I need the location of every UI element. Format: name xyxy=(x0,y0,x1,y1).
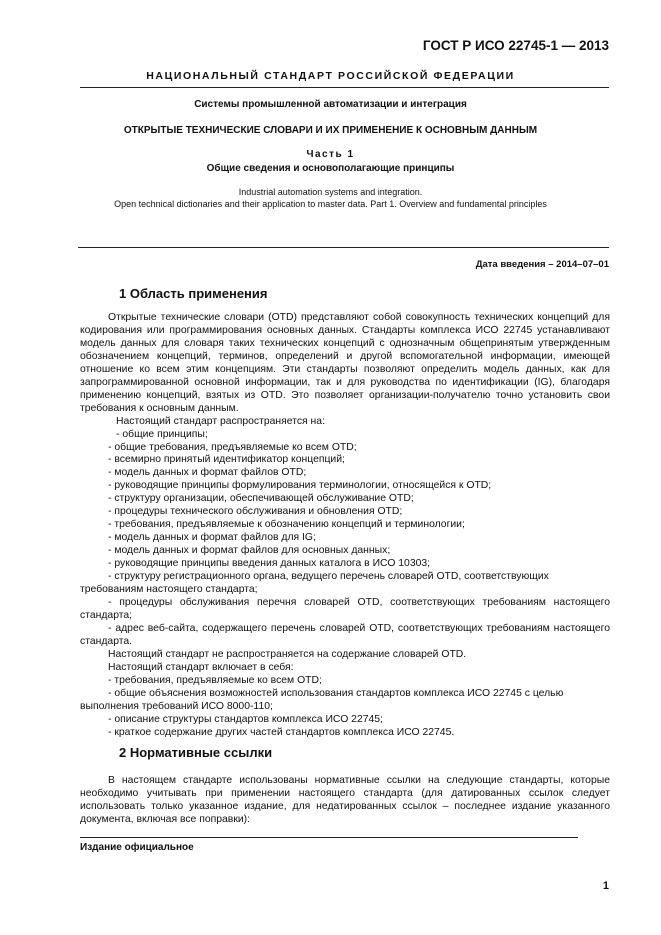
includes-item: - общие объяснения возможностей использования стандартов комплекса ИСО 22745 с целью выполнения требований ИСО 8000-110; xyxy=(80,687,564,712)
document-subtitle: Системы промышленной автоматизации и интеграция xyxy=(194,99,467,110)
includes-intro: Настоящий стандарт включает в себя: xyxy=(108,661,294,673)
scope-item: - руководящие принципы введения данных каталога в ИСО 10303; xyxy=(108,558,431,570)
document-main-title: ОТКРЫТЫЕ ТЕХНИЧЕСКИЕ СЛОВАРИ И ИХ ПРИМЕНЕНИЕ К ОСНОВНЫМ ДАННЫМ xyxy=(123,125,538,136)
header-divider xyxy=(80,87,609,88)
english-title-line-1: Industrial automation systems and integration. xyxy=(238,187,423,197)
scope-item: - требования, предъявляемые к обозначению концепций и терминологии; xyxy=(108,519,465,531)
title-divider xyxy=(78,247,609,248)
not-applies-statement: Настоящий стандарт не распространяется на содержание словарей OTD. xyxy=(108,648,467,660)
page-number: 1 xyxy=(602,880,609,892)
scope-item: - процедуры обслуживания перечня словарей OTD, соответствующих требованиям настоящего стандарта; xyxy=(80,596,610,621)
scope-item: - модель данных и формат файлов для основных данных; xyxy=(108,545,391,557)
scope-item: - модель данных и формат файлов OTD; xyxy=(108,467,307,479)
document-id: ГОСТ Р ИСО 22745-1 — 2013 xyxy=(422,38,609,53)
scope-item: - структуру регистрационного органа, ведущего перечень словарей OTD, соответствующих требованиям настоящего стандарта; xyxy=(80,571,549,596)
includes-item: - описание структуры стандартов комплекса ИСО 22745; xyxy=(108,713,383,725)
part-label: Часть 1 xyxy=(306,149,355,160)
scope-item: - модель данных и формат файлов для IG; xyxy=(108,532,316,544)
section-1-body xyxy=(80,312,610,739)
scope-item: - адрес веб-сайта, содержащего перечень словарей OTD, соответствующих требованиям настоящего стандарта. xyxy=(80,622,610,647)
section-2-heading: 2 Нормативные ссылки xyxy=(119,745,273,760)
scope-item: - всемирно принятый идентификатор концепций; xyxy=(108,454,345,466)
section-2-paragraph: В настоящем стандарте использованы нормативные ссылки на следующие стандарты, которые необходимо учитывать при применении настоящего стандарта (для датированных ссылок следует использовать только указанное издание, для недатированных ссылок – последнее издание указанного документа, включая все поправки): xyxy=(80,775,610,825)
part-title: Общие сведения и основополагающие принципы xyxy=(206,163,455,174)
scope-item: - общие требования, предъявляемые ко всем OTD; xyxy=(108,441,357,453)
section-2-body xyxy=(80,775,610,827)
scope-item: - процедуры технического обслуживания и обновления OTD; xyxy=(108,506,403,518)
official-edition-label: Издание официальное xyxy=(80,842,194,853)
section-1-paragraph: Открытые технические словари (OTD) представляют собой совокупность технических концепций для кодирования или программирования основных данных. Стандарты комплекса ИСО 22745 устанавливают модель данных для словаря таких технических концепций с однозначным общепринятым утвержденным обозначением концепций, терминов, определений и другой вспомогательной информации, имеющей отношение ко всем этим концепциям. Эти стандарты позволяют определить модель данных, как для запрограммированной основной информации, так и для руководства по идентификации (IG), благодаря применению концепций, взятых из OTD. Это позволяет организации-получателю точно установить свои требования к основным данным. xyxy=(80,312,610,414)
english-title-line-2: Open technical dictionaries and their application to master data. Part 1. Overview and fundamental principles xyxy=(114,199,547,209)
scope-item: - структуру организации, обеспечивающей обслуживание OTD; xyxy=(108,493,414,505)
introduction-date: Дата введения – 2014–07–01 xyxy=(475,259,609,270)
section-1-heading: 1 Область применения xyxy=(119,286,268,301)
includes-item: - краткое содержание других частей стандартов комплекса ИСО 22745. xyxy=(108,726,455,738)
footer-divider xyxy=(80,837,578,838)
scope-intro: Настоящий стандарт распространяется на: xyxy=(116,415,325,427)
scope-item: - общие принципы; xyxy=(116,428,208,440)
includes-item: - требования, предъявляемые ко всем OTD; xyxy=(108,674,322,686)
standard-title: НАЦИОНАЛЬНЫЙ СТАНДАРТ РОССИЙСКОЙ ФЕДЕРАЦИИ xyxy=(146,70,515,82)
scope-item: - руководящие принципы формулирования терминологии, относящейся к OTD; xyxy=(108,480,492,492)
